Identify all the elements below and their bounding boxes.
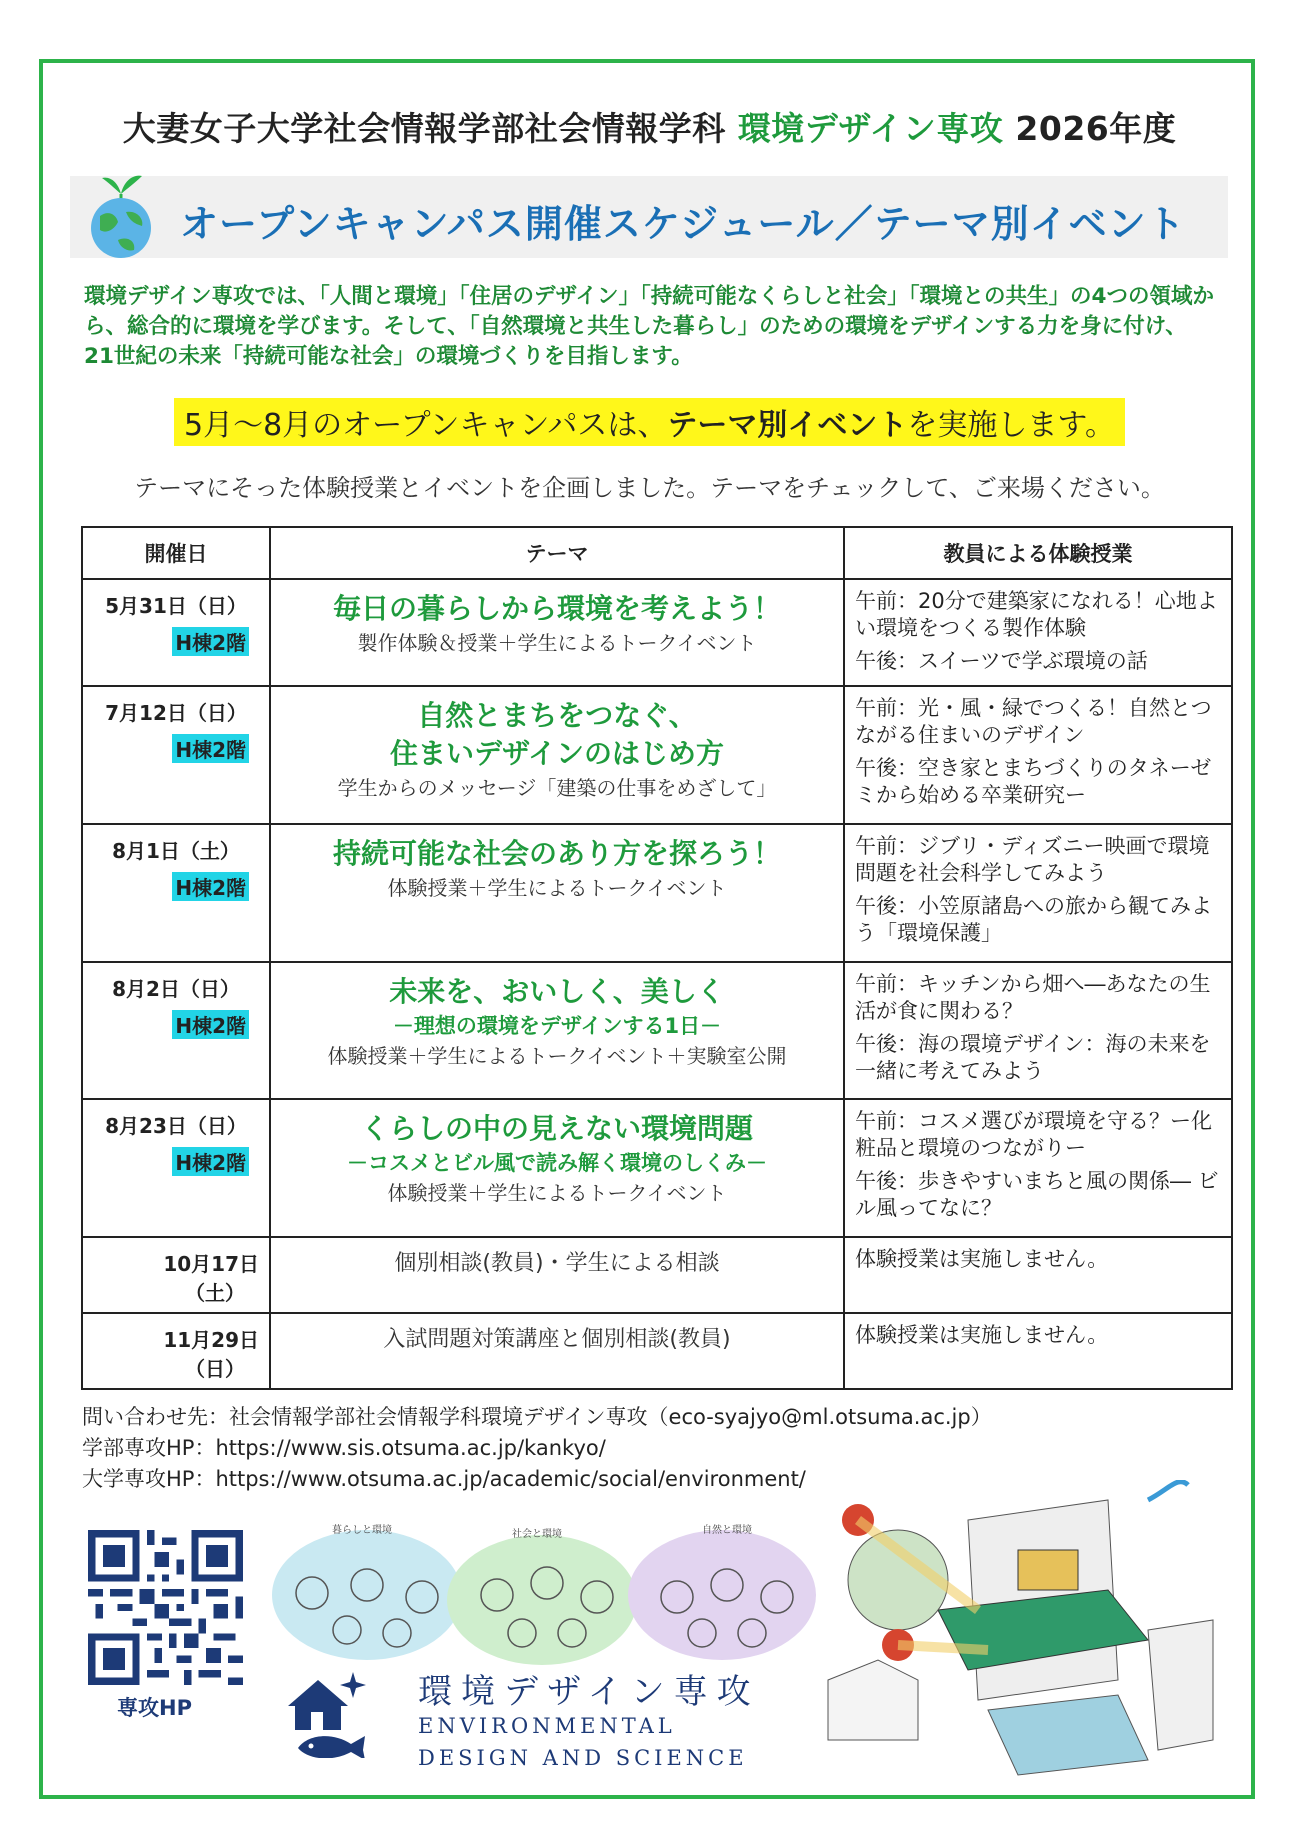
logo-english-line2: DESIGN AND SCIENCE [418, 1746, 748, 1770]
class-cell [844, 1313, 1232, 1389]
table-header-row [82, 527, 1232, 579]
theme-sub: －コスメとビル風で読み解く環境のしくみ－ [347, 1151, 767, 1175]
theme-desc: 製作体験＆授業＋学生によるトークイベント [357, 631, 757, 655]
class-am: 午前：コスメ選びが環境を守る？ー化粧品と環境のつながりー [855, 1109, 1212, 1160]
class-cell [844, 579, 1232, 686]
house-illustration [818, 1480, 1223, 1780]
theme-cell [270, 824, 844, 962]
date-cell [82, 962, 270, 1099]
table-row [82, 1237, 1232, 1313]
table-row [82, 1313, 1232, 1389]
theme-cell [270, 1313, 844, 1389]
date-cell [82, 1237, 270, 1313]
class-pm: 午後：スイーツで学ぶ環境の話 [855, 649, 1148, 673]
date-cell [82, 1313, 270, 1389]
logo-japanese: 環境デザイン専攻 [418, 1672, 760, 1712]
illus-label-3: 自然と環境 [702, 1525, 752, 1536]
date-text: 8月23日（日） [105, 1114, 247, 1138]
class-am: 午前：ジブリ・ディズニー映画で環境問題を社会科学してみよう [855, 834, 1210, 885]
class-cell [844, 686, 1232, 824]
class-pm: 午後：歩きやすいまちと風の関係― ビル風ってなに？ [855, 1169, 1219, 1220]
theme-cell [270, 579, 844, 686]
theme-main: 自然とまちをつなぐ、 [417, 699, 697, 732]
schedule-table [81, 526, 1233, 1390]
date-cell [82, 1099, 270, 1237]
theme-cell [270, 686, 844, 824]
highlight-before: 5月～8月のオープンキャンパスは、 [184, 408, 668, 443]
theme-main: 毎日の暮らしから環境を考えよう！ [332, 592, 781, 625]
date-weekday: （日） [185, 1357, 245, 1381]
qr-code-icon[interactable] [88, 1530, 243, 1685]
date-text: 5月31日（日） [105, 594, 247, 618]
date-cell [82, 686, 270, 824]
subtitle: テーマにそった体験授業とイベントを企画しました。テーマをチェックして、ご来場ください。 [134, 474, 1165, 502]
theme-plain: 入試問題対策講座と個別相談(教員) [383, 1327, 731, 1352]
header-theme: テーマ [270, 527, 844, 579]
title-major: 環境デザイン専攻 [737, 109, 1004, 148]
theme-main: 未来を、おいしく、美しく [389, 975, 725, 1008]
class-pm: 午後：海の環境デザイン：海の未来を一緒に考えてみよう [855, 1032, 1211, 1083]
class-note: 体験授業は実施しません。 [855, 1323, 1109, 1347]
highlight-line [0, 398, 1299, 446]
theme-desc: 体験授業＋学生によるトークイベント [387, 876, 727, 900]
theme-sub: －理想の環境をデザインする1日－ [392, 1014, 722, 1038]
class-cell [844, 1099, 1232, 1237]
table-row [82, 686, 1232, 824]
theme-main: くらしの中の見えない環境問題 [360, 1112, 753, 1145]
theme-cell [270, 962, 844, 1099]
illus-label-1: 暮らしと環境 [332, 1525, 392, 1536]
page-title [0, 103, 1299, 150]
building-tag: H棟2階 [172, 627, 249, 656]
date-text: 10月17日 [163, 1252, 259, 1276]
building-tag: H棟2階 [172, 734, 249, 763]
faculty-hp-link[interactable]: 学部専攻HP：https://www.sis.otsuma.ac.jp/kankyo/ [82, 1436, 606, 1460]
date-text: 8月2日（日） [112, 977, 240, 1001]
intro-paragraph: 環境デザイン専攻では、「人間と環境」「住居のデザイン」「持続可能なくらしと社会」「環境との共生」の4つの領域から、総合的に環境を学びます。そして、「自然環境と共生した暮らし」のための環境をデザインする力を身に付け、21世紀の未来「持続可能な社会」の環境づくりを目指します。 [84, 284, 1214, 369]
faculty-illustration [272, 1515, 816, 1670]
class-am: 午前：20分で建築家になれる！心地よい環境をつくる製作体験 [855, 589, 1218, 640]
highlight-box [174, 398, 1125, 446]
illus-label-2: 社会と環境 [512, 1529, 562, 1540]
date-text: 11月29日 [163, 1328, 259, 1352]
theme-cell [270, 1099, 844, 1237]
class-note: 体験授業は実施しません。 [855, 1247, 1109, 1271]
banner-title: オープンキャンパス開催スケジュール／テーマ別イベント [180, 202, 1186, 246]
logo-english-line1: ENVIRONMENTAL [418, 1714, 676, 1738]
theme-main: 持続可能な社会のあり方を探ろう！ [332, 837, 781, 870]
class-pm: 午後：空き家とまちづくりのタネーゼミから始める卒業研究ー [855, 756, 1212, 807]
class-am: 午前：キッチンから畑へ―あなたの生活が食に関わる？ [855, 972, 1211, 1023]
date-cell [82, 824, 270, 962]
theme-desc: 体験授業＋学生によるトークイベント＋実験室公開 [327, 1044, 787, 1068]
theme-main-2: 住まいデザインのはじめ方 [389, 737, 725, 770]
highlight-bold: テーマ別イベント [667, 408, 908, 443]
highlight-after: を実施します。 [907, 408, 1115, 443]
table-row [82, 962, 1232, 1099]
header-date: 開催日 [82, 527, 270, 579]
date-weekday: （土） [185, 1281, 245, 1305]
building-tag: H棟2階 [172, 1010, 249, 1039]
title-year: 2026年度 [1003, 109, 1177, 148]
class-cell [844, 824, 1232, 962]
theme-cell [270, 1237, 844, 1313]
globe-icon [78, 164, 164, 260]
date-cell [82, 579, 270, 686]
date-text: 7月12日（日） [105, 701, 247, 725]
header-class: 教員による体験授業 [844, 527, 1232, 579]
university-hp-link[interactable]: 大学専攻HP：https://www.otsuma.ac.jp/academic/social/environment/ [82, 1467, 806, 1491]
theme-desc: 体験授業＋学生によるトークイベント [387, 1181, 727, 1205]
table-row [82, 824, 1232, 962]
title-dept: 大妻女子大学社会情報学部社会情報学科 [122, 109, 738, 148]
class-cell [844, 1237, 1232, 1313]
theme-desc: 学生からのメッセージ「建築の仕事をめざして」 [337, 776, 777, 800]
theme-plain: 個別相談(教員)・学生による相談 [394, 1251, 720, 1276]
table-row [82, 1099, 1232, 1237]
qr-label: 専攻HP [117, 1696, 192, 1720]
date-text: 8月1日（土） [112, 839, 240, 863]
table-row [82, 579, 1232, 686]
building-tag: H棟2階 [172, 872, 249, 901]
class-pm: 午後：小笠原諸島への旅から観てみよう「環境保護」 [855, 894, 1212, 945]
department-logo-icon [283, 1668, 383, 1758]
class-cell [844, 962, 1232, 1099]
building-tag: H棟2階 [172, 1147, 249, 1176]
class-am: 午前：光・風・緑でつくる！自然とつながる住まいのデザイン [855, 696, 1212, 747]
contact-inquiry: 問い合わせ先：社会情報学部社会情報学科環境デザイン専攻（eco-syajyo@ml.otsuma.ac.jp） [82, 1405, 992, 1429]
